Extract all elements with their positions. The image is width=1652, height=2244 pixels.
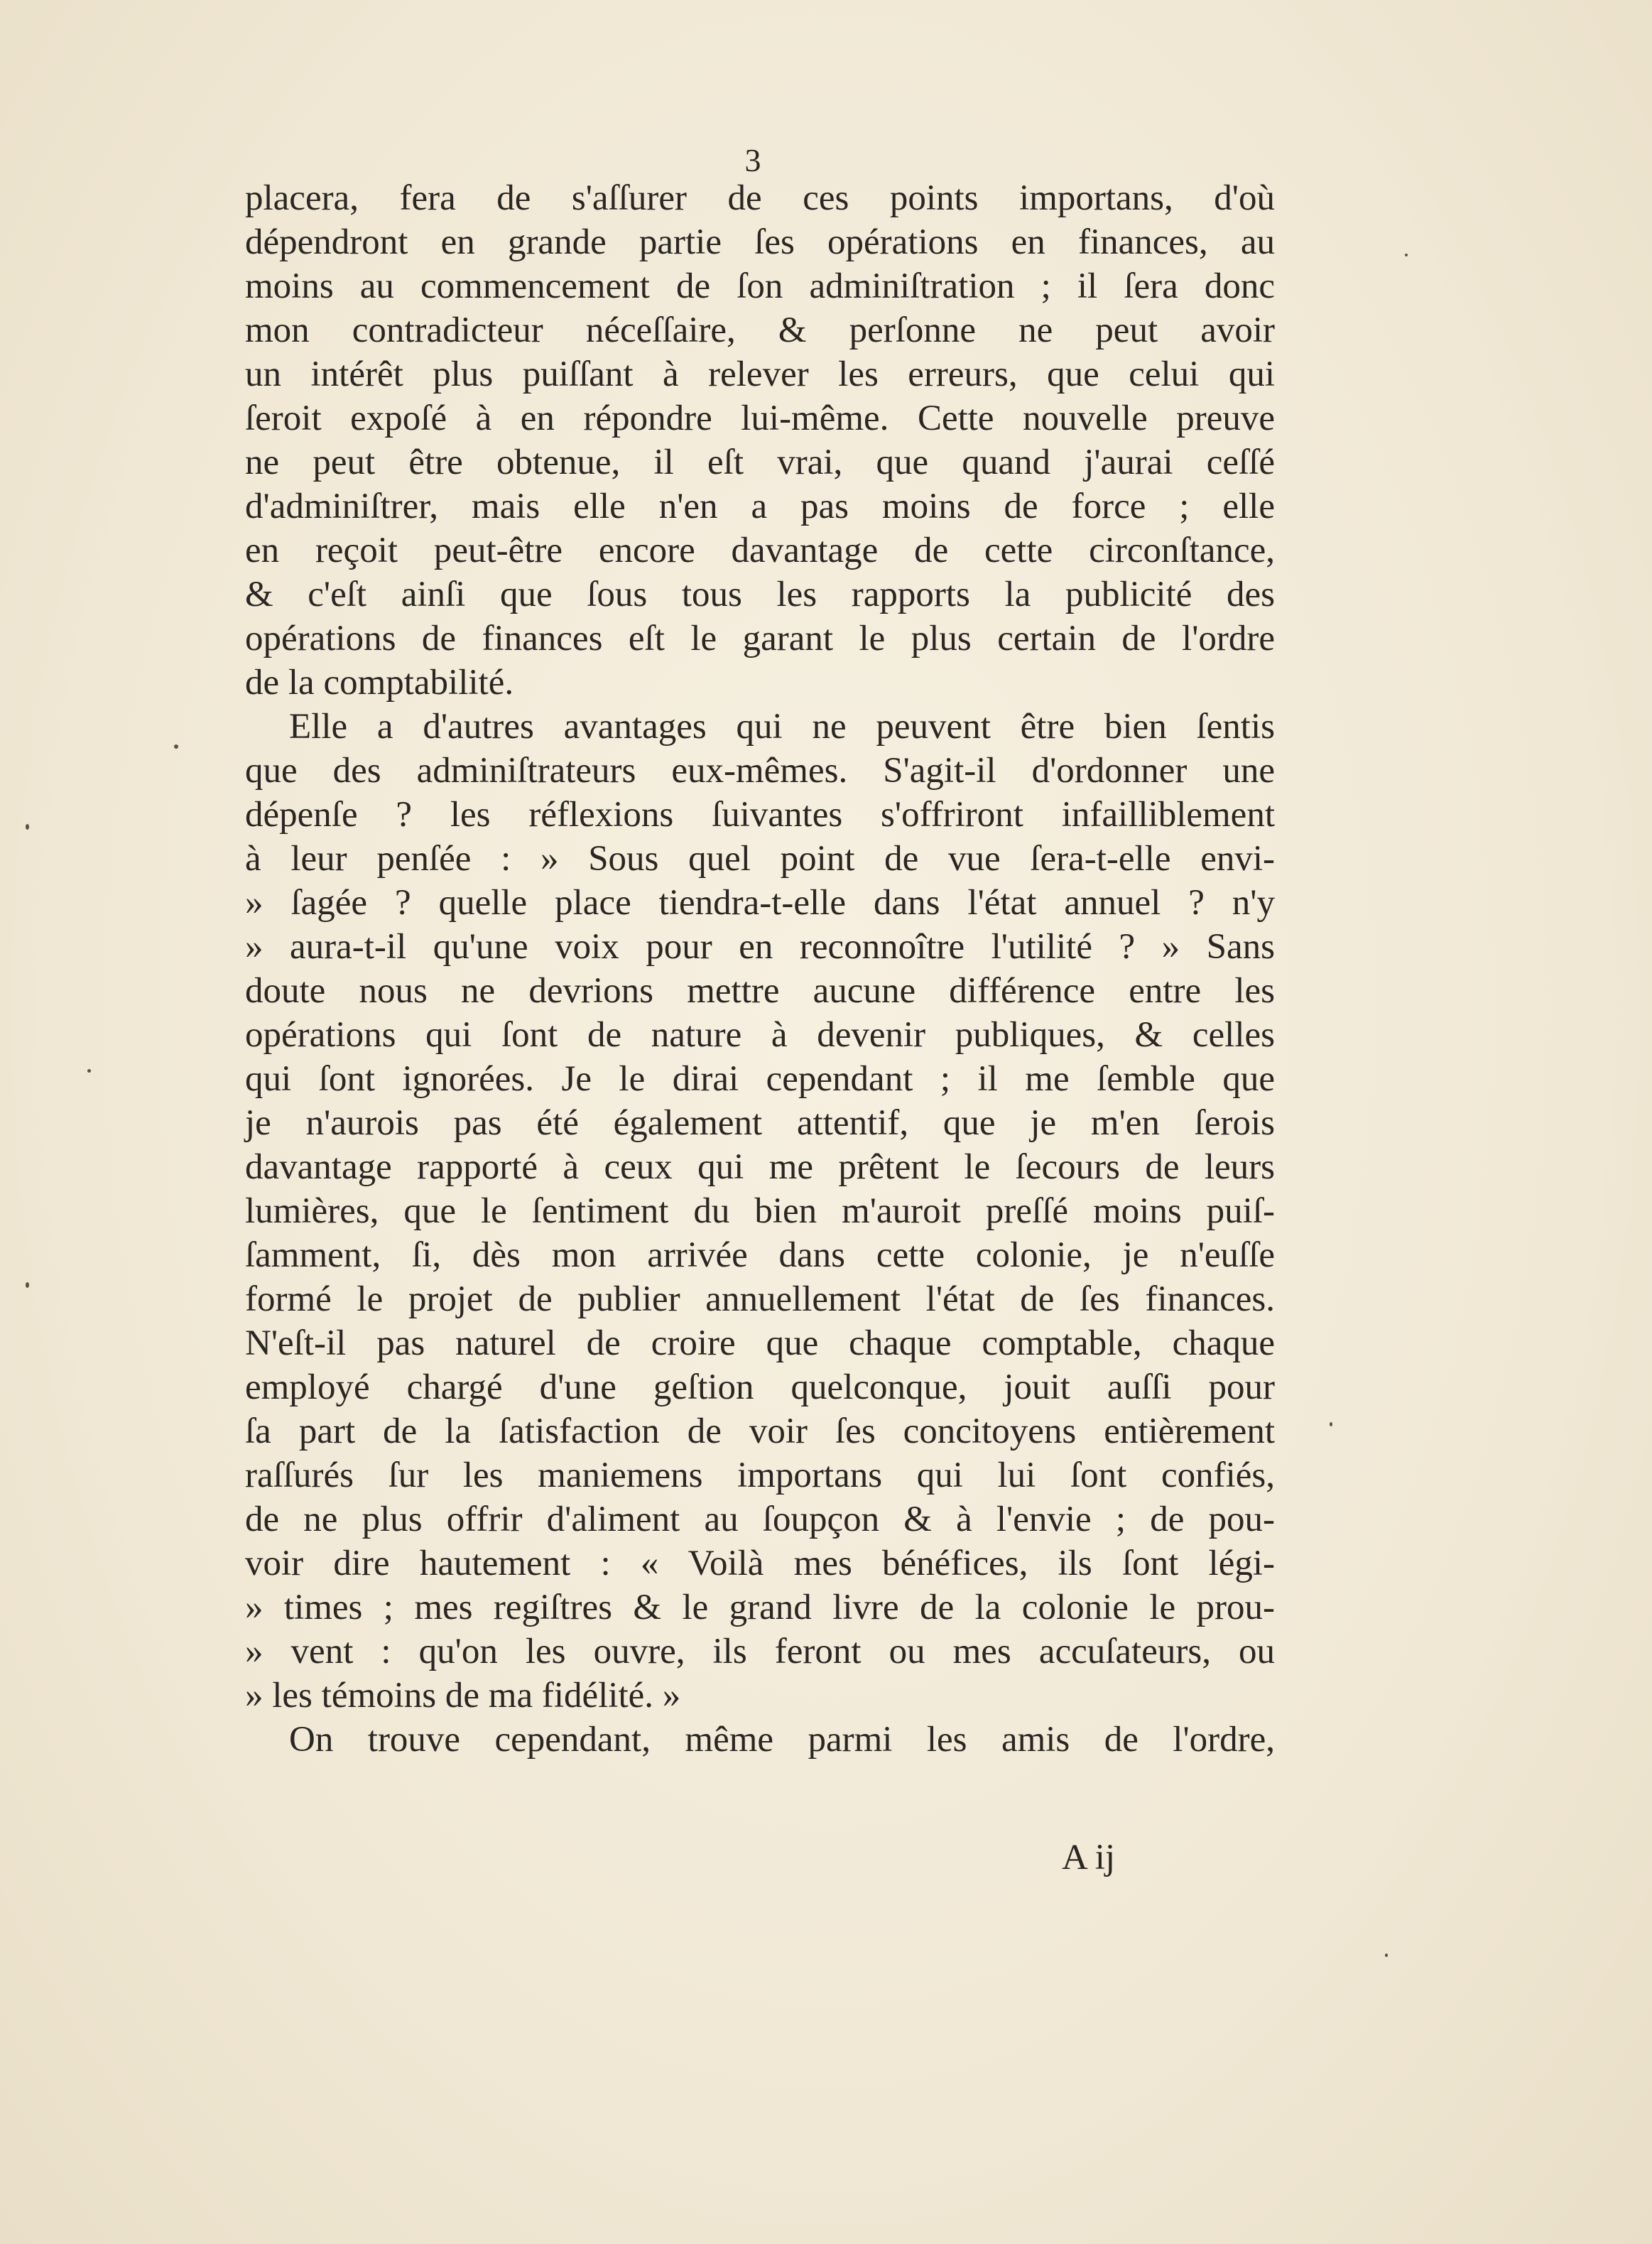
paragraph-end-line: de la comptabilité. — [245, 663, 514, 703]
text-line: opérations qui ſont de nature à devenir publiques, & celles — [245, 1015, 1275, 1055]
text-line: mon contradicteur néceſſaire, & perſonne ne peut avoir — [245, 310, 1275, 350]
text-line: je n'aurois pas été également attentif, que je m'en ſerois — [245, 1103, 1275, 1143]
paper-speck — [174, 744, 178, 749]
text-line: » vent : qu'on les ouvre, ils feront ou mes accuſateurs, ou — [245, 1632, 1275, 1671]
paragraph-start-line: Elle a d'autres avantages qui ne peuvent être bien ſentis — [289, 707, 1275, 747]
text-line: de ne plus offrir d'aliment au ſoupçon & à l'envie ; de pou- — [245, 1500, 1275, 1539]
text-line: dépendront en grande partie ſes opérations en finances, au — [245, 222, 1275, 262]
text-line: lumières, que le ſentiment du bien m'auroit preſſé moins puiſ- — [245, 1191, 1275, 1231]
paper-speck — [87, 1069, 91, 1073]
text-line: qui ſont ignorées. Je le dirai cependant ; il me ſemble que — [245, 1059, 1275, 1099]
text-line: davantage rapporté à ceux qui me prêtent le ſecours de leurs — [245, 1147, 1275, 1187]
text-line: un intérêt plus puiſſant à relever les erreurs, que celui qui — [245, 354, 1275, 394]
text-line: » times ; mes regiſtres & le grand livre de la colonie le prou- — [245, 1588, 1275, 1627]
text-line: N'eſt-il pas naturel de croire que chaque comptable, chaque — [245, 1323, 1275, 1363]
text-line: à leur penſée : » Sous quel point de vue ſera-t-elle envi- — [245, 839, 1275, 879]
text-line: opérations de finances eſt le garant le plus certain de l'ordre — [245, 619, 1275, 658]
text-line: ne peut être obtenue, il eſt vrai, que quand j'aurai ceſſé — [245, 443, 1275, 482]
text-line: voir dire hautement : « Voilà mes bénéfices, ils ſont légi- — [245, 1544, 1275, 1583]
signature-mark: A ij — [1062, 1838, 1116, 1877]
paper-speck — [1330, 1422, 1332, 1426]
text-line: raſſurés ſur les maniemens importans qui lui ſont confiés, — [245, 1456, 1275, 1495]
page-text — [245, 176, 1275, 1762]
paragraph-end-line: » les témoins de ma fidélité. » — [245, 1676, 681, 1715]
text-line: formé le projet de publier annuellement l'état de ſes finances. — [245, 1279, 1275, 1319]
text-line: » ſagée ? quelle place tiendra-t-elle dans l'état annuel ? n'y — [245, 883, 1275, 923]
page-number: 3 — [744, 142, 761, 178]
text-line: ſamment, ſi, dès mon arrivée dans cette colonie, je n'euſſe — [245, 1235, 1275, 1275]
text-line: ſeroit expoſé à en répondre lui-même. Cette nouvelle preuve — [245, 399, 1275, 438]
text-line: dépenſe ? les réflexions ſuivantes s'offriront infailliblement — [245, 795, 1275, 835]
paragraph-start-line: On trouve cependant, même parmi les amis de l'ordre, — [289, 1720, 1275, 1760]
text-line: placera, fera de s'aſſurer de ces points importans, d'où — [245, 178, 1275, 218]
paper-speck — [1385, 1953, 1388, 1957]
text-line: & c'eſt ainſi que ſous tous les rapports la publicité des — [245, 575, 1275, 614]
paper-speck — [26, 1282, 29, 1288]
paper-speck — [26, 824, 29, 830]
text-line: moins au commencement de ſon adminiſtration ; il ſera donc — [245, 266, 1275, 306]
text-line: que des adminiſtrateurs eux-mêmes. S'agit-il d'ordonner une — [245, 751, 1275, 791]
text-line: d'adminiſtrer, mais elle n'en a pas moins de force ; elle — [245, 487, 1275, 526]
text-line: en reçoit peut-être encore davantage de cette circonſtance, — [245, 531, 1275, 570]
text-line: employé chargé d'une geſtion quelconque, jouit auſſi pour — [245, 1367, 1275, 1407]
text-line: » aura-t-il qu'une voix pour en reconnoître l'utilité ? » Sans — [245, 927, 1275, 967]
text-line: ſa part de la ſatisfaction de voir ſes concitoyens entièrement — [245, 1411, 1275, 1451]
text-line: doute nous ne devrions mettre aucune différence entre les — [245, 971, 1275, 1011]
paper-speck — [1405, 254, 1408, 256]
